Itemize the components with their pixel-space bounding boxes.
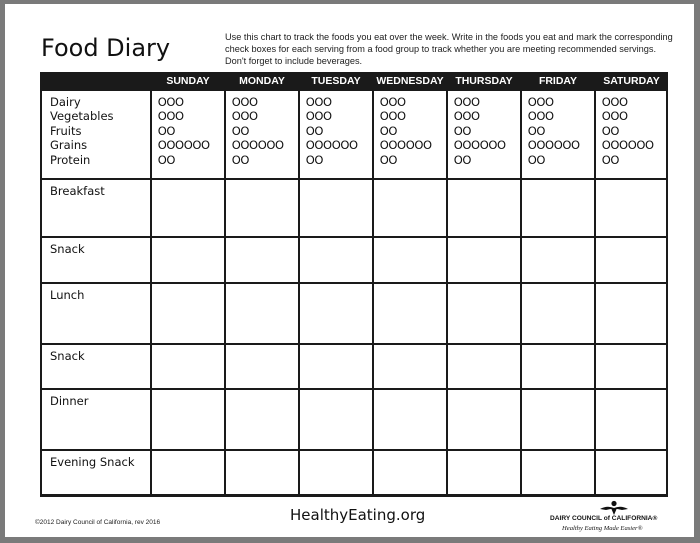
- meal-label-cell: [42, 180, 150, 237]
- logo-name: DAIRY COUNCIL of CALIFORNIA®: [550, 515, 658, 522]
- meal-entry-cell[interactable]: [522, 451, 595, 495]
- meal-entry-cell[interactable]: [596, 390, 667, 450]
- logo-tagline: Healthy Eating Made Easier®: [562, 525, 643, 532]
- meal-entry-cell[interactable]: [152, 451, 225, 495]
- serving-checkboxes[interactable]: OO: [305, 152, 324, 167]
- serving-checkboxes[interactable]: OO: [601, 152, 620, 167]
- meal-label: Snack: [50, 241, 85, 256]
- serving-checkboxes[interactable]: OO: [231, 152, 250, 167]
- meal-label: Breakfast: [50, 183, 105, 198]
- serving-checkboxes[interactable]: OOO: [527, 109, 554, 124]
- meal-entry-cell[interactable]: [152, 345, 225, 389]
- servings-cell: [374, 91, 447, 179]
- meal-entry-cell[interactable]: [152, 284, 225, 344]
- day-header: SUNDAY: [166, 75, 210, 87]
- meal-entry-cell[interactable]: [226, 345, 299, 389]
- dairy-council-logo: [550, 500, 675, 534]
- serving-checkboxes[interactable]: OOO: [379, 109, 406, 124]
- copyright-notice: ©2012 Dairy Council of California, rev 2016: [35, 519, 161, 526]
- day-header: WEDNESDAY: [376, 75, 444, 87]
- meal-entry-cell[interactable]: [374, 238, 447, 283]
- serving-checkboxes[interactable]: OO: [453, 123, 472, 138]
- meal-entry-cell[interactable]: [226, 284, 299, 344]
- serving-checkboxes[interactable]: OOOOOO: [305, 138, 358, 153]
- meal-label-cell: [42, 451, 150, 495]
- meal-entry-cell[interactable]: [448, 180, 521, 237]
- meal-entry-cell[interactable]: [226, 451, 299, 495]
- meal-entry-cell[interactable]: [596, 180, 667, 237]
- food-group-label: Dairy: [50, 94, 81, 109]
- meal-entry-cell[interactable]: [448, 451, 521, 495]
- servings-cell: [300, 91, 373, 179]
- meal-label-cell: [42, 238, 150, 283]
- serving-checkboxes[interactable]: OO: [379, 123, 398, 138]
- meal-entry-cell[interactable]: [300, 180, 373, 237]
- food-group-labels: [42, 91, 150, 179]
- meal-entry-cell[interactable]: [226, 180, 299, 237]
- meal-entry-cell[interactable]: [522, 284, 595, 344]
- serving-checkboxes[interactable]: OOOOOO: [157, 138, 210, 153]
- meal-entry-cell[interactable]: [596, 345, 667, 389]
- meal-entry-cell[interactable]: [226, 390, 299, 450]
- servings-cell: [448, 91, 521, 179]
- serving-checkboxes[interactable]: OOO: [453, 109, 480, 124]
- meal-entry-cell[interactable]: [596, 238, 667, 283]
- serving-checkboxes[interactable]: OO: [231, 123, 250, 138]
- food-diary-sheet: [5, 4, 694, 537]
- meal-entry-cell[interactable]: [374, 390, 447, 450]
- page-title: Food Diary: [41, 34, 171, 62]
- serving-checkboxes[interactable]: OOO: [601, 109, 628, 124]
- meal-entry-cell[interactable]: [300, 284, 373, 344]
- serving-checkboxes[interactable]: OO: [453, 152, 472, 167]
- meal-label: Snack: [50, 348, 85, 363]
- serving-checkboxes[interactable]: OOO: [157, 109, 184, 124]
- meal-entry-cell[interactable]: [300, 390, 373, 450]
- serving-checkboxes[interactable]: OOOOOO: [231, 138, 284, 153]
- meal-entry-cell[interactable]: [152, 180, 225, 237]
- meal-entry-cell[interactable]: [300, 451, 373, 495]
- meal-label-cell: [42, 345, 150, 389]
- meal-label-cell: [42, 284, 150, 344]
- food-group-label: Vegetables: [50, 109, 114, 124]
- serving-checkboxes[interactable]: OO: [527, 123, 546, 138]
- meal-entry-cell[interactable]: [152, 390, 225, 450]
- meal-entry-cell[interactable]: [448, 238, 521, 283]
- servings-cell: [226, 91, 299, 179]
- serving-checkboxes[interactable]: OO: [157, 152, 176, 167]
- meal-label: Lunch: [50, 287, 85, 302]
- day-header: THURSDAY: [455, 75, 513, 87]
- meal-entry-cell[interactable]: [596, 284, 667, 344]
- meal-entry-cell[interactable]: [152, 238, 225, 283]
- meal-entry-cell[interactable]: [300, 345, 373, 389]
- serving-checkboxes[interactable]: OOOOOO: [453, 138, 506, 153]
- serving-checkboxes[interactable]: OOO: [305, 109, 332, 124]
- serving-checkboxes[interactable]: OOO: [379, 94, 406, 109]
- servings-cell: [596, 91, 667, 179]
- meal-label-cell: [42, 390, 150, 450]
- meal-label: Dinner: [50, 393, 89, 408]
- day-header: SATURDAY: [603, 75, 660, 87]
- day-header: MONDAY: [239, 75, 285, 87]
- meal-entry-cell[interactable]: [448, 390, 521, 450]
- meal-entry-cell[interactable]: [448, 345, 521, 389]
- day-header: TUESDAY: [311, 75, 361, 87]
- meal-entry-cell[interactable]: [596, 451, 667, 495]
- logo-figure-icon: [550, 500, 675, 516]
- meal-entry-cell[interactable]: [522, 238, 595, 283]
- meal-entry-cell[interactable]: [522, 180, 595, 237]
- food-group-label: Fruits: [50, 123, 82, 138]
- food-diary-table: [40, 72, 668, 497]
- food-group-label: Protein: [50, 152, 91, 167]
- meal-label: Evening Snack: [50, 454, 135, 469]
- meal-entry-cell[interactable]: [374, 345, 447, 389]
- meal-entry-cell[interactable]: [522, 390, 595, 450]
- instructions-text: Use this chart to track the foods you eat over the week. Write in the foods you eat and mark the corresponding check boxes for each serving from a food group to track whether you are meeting recommended servings. Don't forget to include beverages.: [225, 32, 673, 66]
- serving-checkboxes[interactable]: OOO: [527, 94, 554, 109]
- serving-checkboxes[interactable]: OOO: [305, 94, 332, 109]
- serving-checkboxes[interactable]: OO: [305, 123, 324, 138]
- serving-checkboxes[interactable]: OOOOOO: [527, 138, 580, 153]
- meal-entry-cell[interactable]: [300, 238, 373, 283]
- meal-entry-cell[interactable]: [374, 451, 447, 495]
- serving-checkboxes[interactable]: OOO: [453, 94, 480, 109]
- meal-entry-cell[interactable]: [374, 180, 447, 237]
- serving-checkboxes[interactable]: OOO: [157, 94, 184, 109]
- serving-checkboxes[interactable]: OOO: [601, 94, 628, 109]
- meal-entry-cell[interactable]: [226, 238, 299, 283]
- day-header: FRIDAY: [538, 75, 578, 87]
- meal-entry-cell[interactable]: [448, 284, 521, 344]
- serving-checkboxes[interactable]: OOO: [231, 109, 258, 124]
- serving-checkboxes[interactable]: OOOOOO: [601, 138, 654, 153]
- serving-checkboxes[interactable]: OO: [527, 152, 546, 167]
- food-group-label: Grains: [50, 138, 88, 153]
- serving-checkboxes[interactable]: OO: [157, 123, 176, 138]
- servings-cell: [152, 91, 225, 179]
- serving-checkboxes[interactable]: OO: [601, 123, 620, 138]
- serving-checkboxes[interactable]: OOOOOO: [379, 138, 432, 153]
- servings-cell: [522, 91, 595, 179]
- meal-entry-cell[interactable]: [374, 284, 447, 344]
- website-url: HealthyEating.org: [290, 506, 426, 524]
- serving-checkboxes[interactable]: OO: [379, 152, 398, 167]
- serving-checkboxes[interactable]: OOO: [231, 94, 258, 109]
- meal-entry-cell[interactable]: [522, 345, 595, 389]
